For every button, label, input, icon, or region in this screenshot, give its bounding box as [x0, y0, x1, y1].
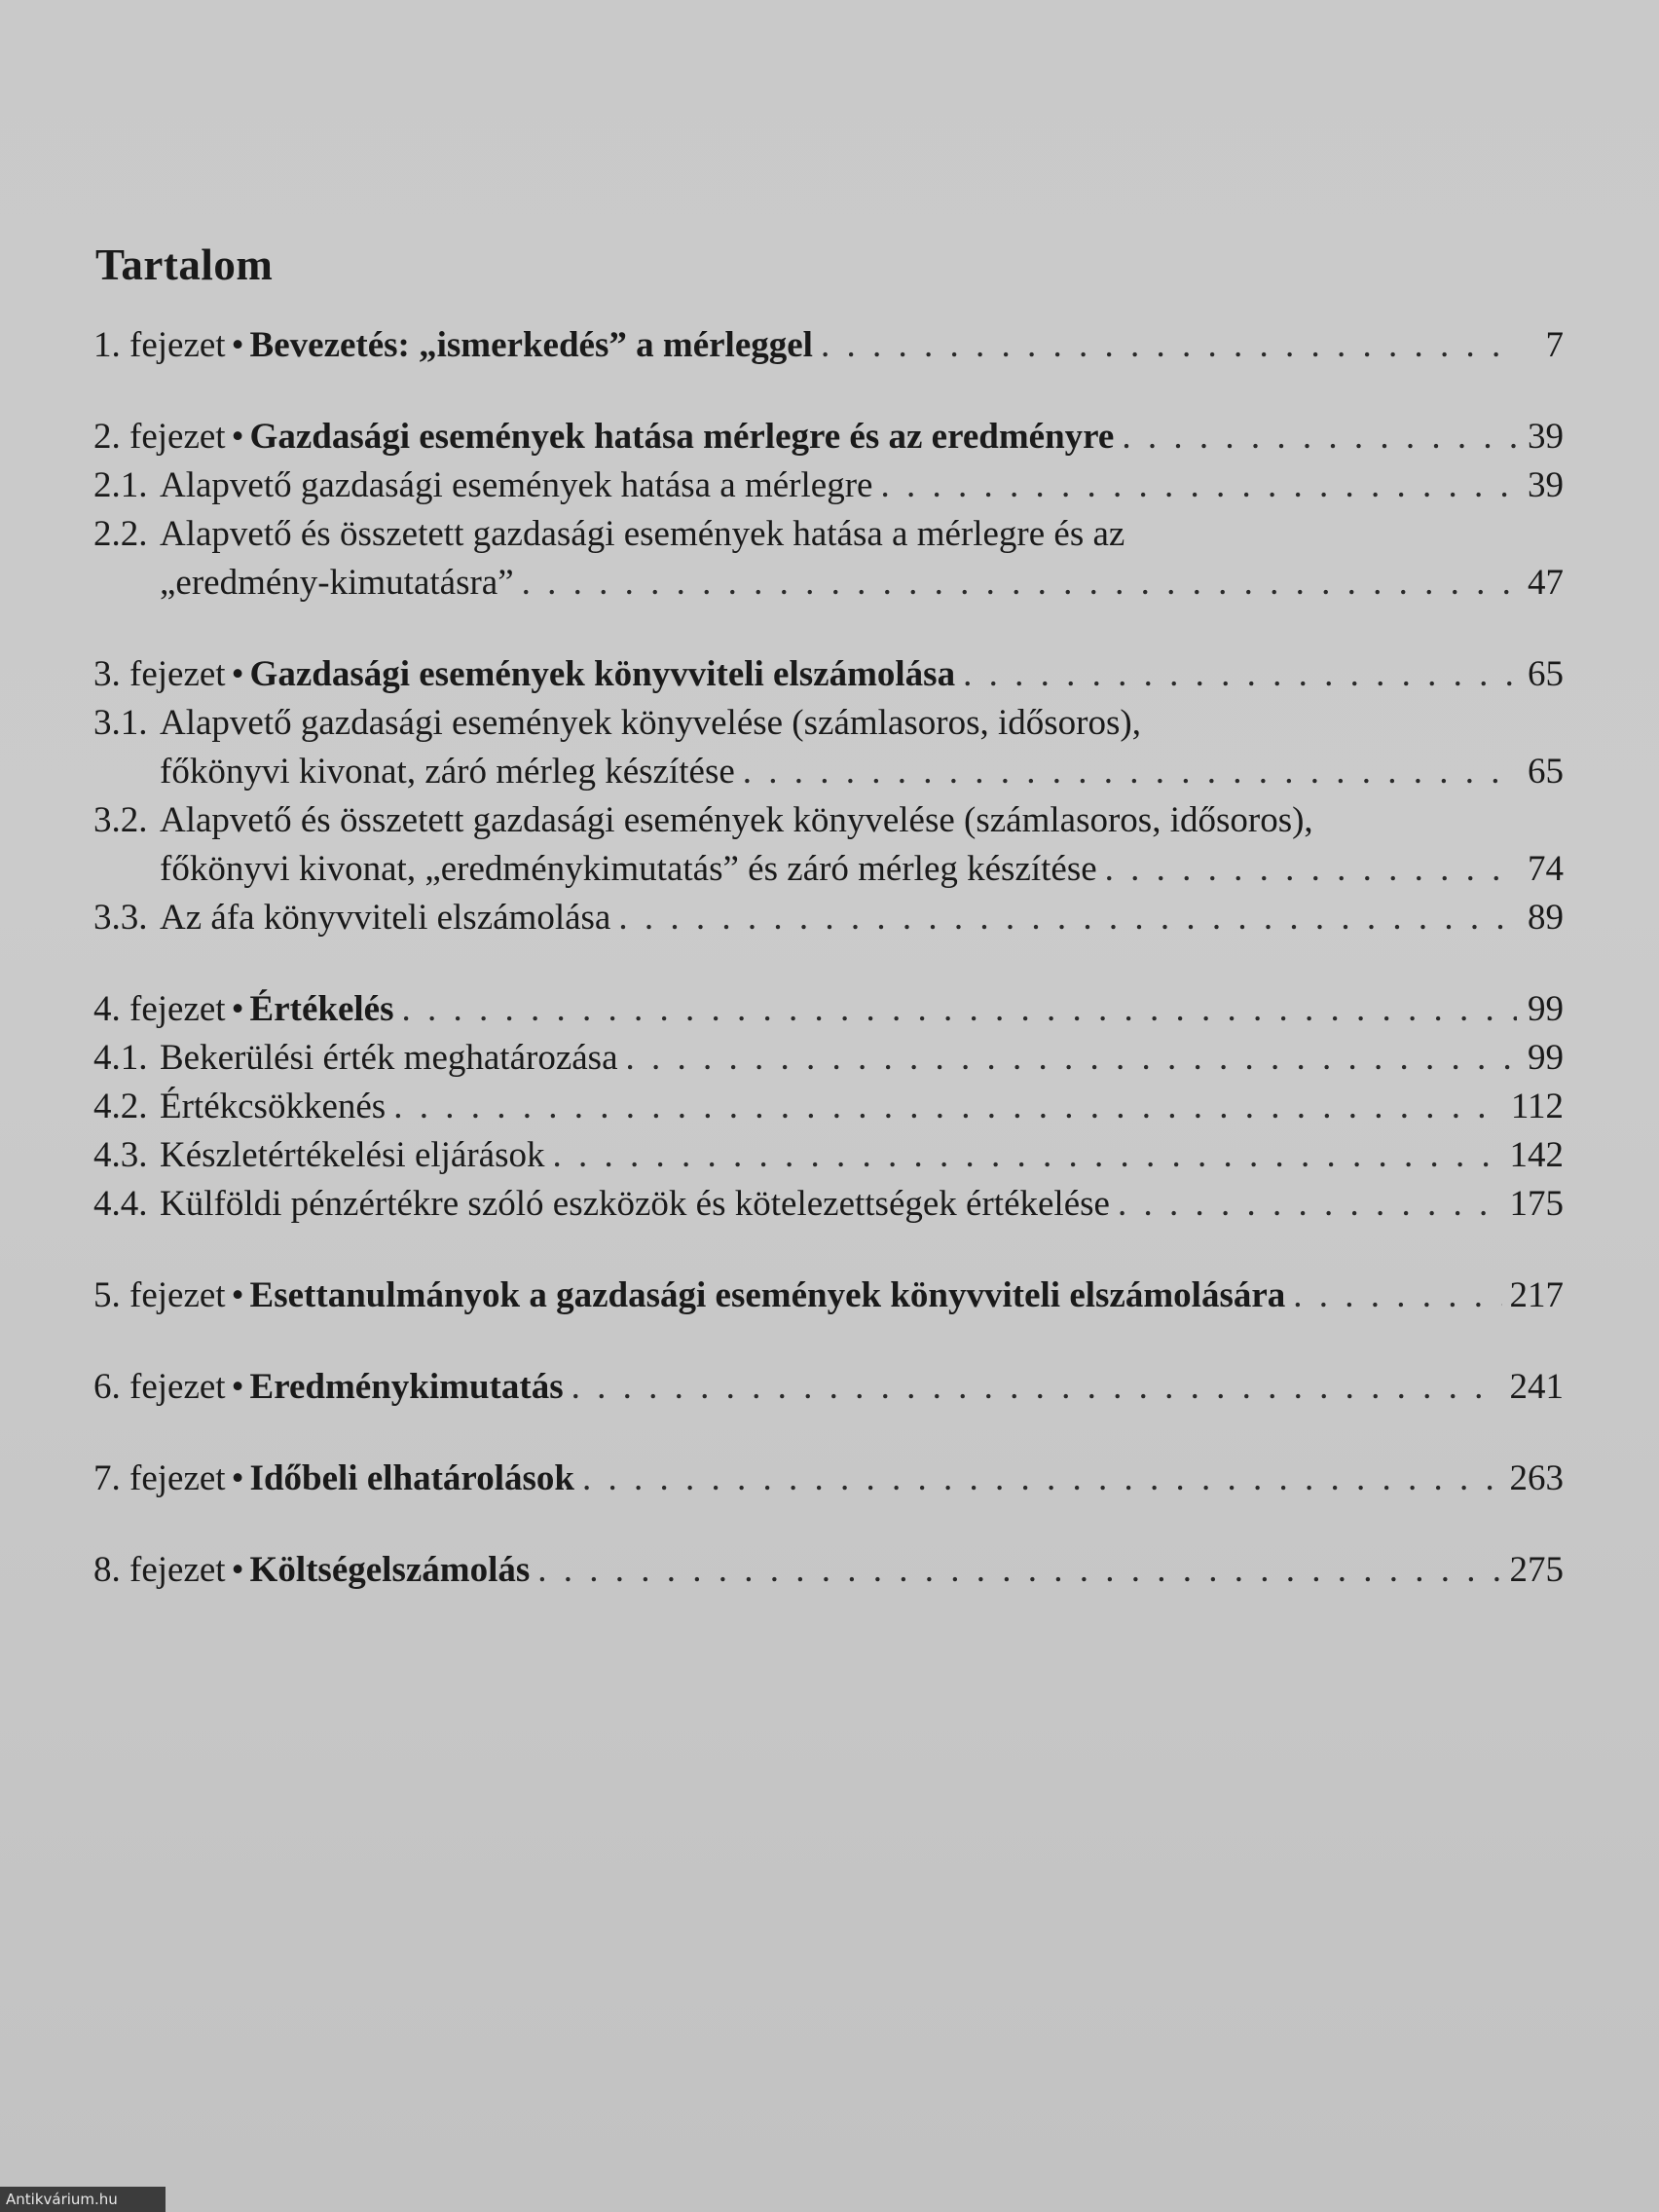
page-number: 99 [1528, 1038, 1564, 1078]
page-number: 217 [1509, 1275, 1564, 1315]
section-line [93, 461, 1564, 510]
chapter-number: 4. fejezet [93, 989, 226, 1029]
chapter-number: 5. fejezet [93, 1275, 226, 1315]
chapter-group [93, 985, 1564, 1229]
section-text: Készletértékelési eljárások [160, 1135, 545, 1175]
dot-leader [1122, 413, 1517, 461]
chapter-title [93, 321, 813, 370]
dot-leader [582, 1455, 1502, 1503]
chapter-line [93, 321, 1564, 370]
section-text: főkönyvi kivonat, záró mérleg készítése [160, 752, 735, 792]
chapter-group [93, 321, 1564, 370]
section-number: 3.3. [93, 898, 148, 938]
section-title [93, 1083, 386, 1131]
section-line [93, 748, 1564, 796]
section-title [93, 1131, 545, 1180]
chapter-group [93, 1272, 1564, 1320]
dot-leader [537, 1546, 1501, 1595]
page-number: 89 [1528, 898, 1564, 938]
chapter-line [93, 1455, 1564, 1503]
bullet-icon: • [231, 1367, 244, 1407]
section-title [93, 796, 1313, 845]
chapter-number: 6. fejezet [93, 1367, 226, 1407]
chapter-title [93, 1363, 564, 1412]
dot-leader [1118, 1180, 1502, 1229]
chapter-heading: Bevezetés: „ismerkedés” a mérleggel [249, 325, 813, 365]
chapter-number: 7. fejezet [93, 1458, 226, 1498]
bullet-icon: • [231, 654, 244, 694]
section-title [93, 748, 735, 796]
section-number: 2.1. [93, 465, 148, 505]
section-line [93, 699, 1564, 748]
chapter-line [93, 985, 1564, 1034]
section-line [93, 1034, 1564, 1083]
chapter-heading: Gazdasági események könyvviteli elszámolása [249, 654, 956, 694]
bullet-icon: • [231, 1550, 244, 1590]
section-number: 4.2. [93, 1087, 148, 1126]
chapter-number: 3. fejezet [93, 654, 226, 694]
chapter-title [93, 985, 394, 1034]
chapter-line [93, 413, 1564, 461]
section-text: Külföldi pénzértékre szóló eszközök és kötelezettségek értékelése [160, 1184, 1110, 1224]
section-number: 4.1. [93, 1038, 148, 1078]
section-text: „eredmény-kimutatásra” [160, 563, 514, 603]
dot-leader [393, 1083, 1503, 1131]
section-number: 3.2. [93, 800, 148, 840]
dot-leader [402, 985, 1518, 1034]
chapter-group [93, 650, 1564, 942]
chapter-heading: Gazdasági események hatása mérlegre és az eredményre [249, 417, 1115, 457]
dot-leader [743, 748, 1517, 796]
section-line [93, 796, 1564, 845]
section-line [93, 894, 1564, 942]
section-title [93, 894, 610, 942]
section-text: Bekerülési érték meghatározása [160, 1038, 618, 1078]
bullet-icon: • [231, 989, 244, 1029]
section-number: 3.1. [93, 703, 148, 743]
page-number: 7 [1545, 325, 1564, 365]
section-line [93, 559, 1564, 608]
page-number: 241 [1509, 1367, 1564, 1407]
chapter-title [93, 413, 1114, 461]
dot-leader [963, 650, 1517, 699]
dot-leader [571, 1363, 1502, 1412]
table-of-contents [93, 321, 1564, 1638]
chapter-line [93, 1363, 1564, 1412]
chapter-number: 8. fejezet [93, 1550, 226, 1590]
section-text: Alapvető és összetett gazdasági események hatása a mérlegre és az [160, 514, 1125, 554]
chapter-number: 2. fejezet [93, 417, 226, 457]
page-number: 74 [1528, 849, 1564, 889]
chapter-heading: Időbeli elhatárolások [249, 1458, 574, 1498]
section-number: 4.4. [93, 1184, 148, 1224]
chapter-group [93, 1455, 1564, 1503]
dot-leader [821, 321, 1517, 370]
chapter-heading: Költségelszámolás [249, 1550, 531, 1590]
chapter-heading: Esettanulmányok a gazdasági események könyvviteli elszámolására [249, 1275, 1286, 1315]
section-line [93, 845, 1564, 894]
section-title [93, 845, 1097, 894]
chapter-line [93, 1546, 1564, 1595]
section-line [93, 510, 1564, 559]
page-number: 112 [1510, 1087, 1564, 1126]
dot-leader [553, 1131, 1502, 1180]
page-number: 39 [1528, 465, 1564, 505]
section-title [93, 559, 514, 608]
page-number: 175 [1509, 1184, 1564, 1224]
dot-leader [522, 559, 1517, 608]
dot-leader [626, 1034, 1518, 1083]
bullet-icon: • [231, 417, 244, 457]
chapter-title [93, 1455, 574, 1503]
chapter-group [93, 413, 1564, 608]
chapter-title [93, 1546, 530, 1595]
chapter-number: 1. fejezet [93, 325, 226, 365]
section-number: 4.3. [93, 1135, 148, 1175]
section-text: Értékcsökkenés [160, 1087, 387, 1126]
chapter-title [93, 650, 955, 699]
section-title [93, 1034, 618, 1083]
section-text: főkönyvi kivonat, „eredménykimutatás” és záró mérleg készítése [160, 849, 1097, 889]
page-number: 263 [1509, 1458, 1564, 1498]
section-text: Az áfa könyvviteli elszámolása [160, 898, 611, 938]
section-line [93, 1180, 1564, 1229]
section-title [93, 699, 1141, 748]
page-number: 275 [1509, 1550, 1564, 1590]
chapter-group [93, 1546, 1564, 1595]
chapter-heading: Értékelés [249, 989, 394, 1029]
chapter-group [93, 1363, 1564, 1412]
section-line [93, 1131, 1564, 1180]
section-text: Alapvető és összetett gazdasági események könyvelése (számlasoros, idősoros), [160, 800, 1313, 840]
section-title [93, 1180, 1110, 1229]
dot-leader [1105, 845, 1517, 894]
page-title: Tartalom [95, 240, 274, 289]
section-line [93, 1083, 1564, 1131]
page-number: 39 [1528, 417, 1564, 457]
bullet-icon: • [231, 1275, 244, 1315]
bullet-icon: • [231, 325, 244, 365]
chapter-line [93, 650, 1564, 699]
page-number: 142 [1509, 1135, 1564, 1175]
section-title [93, 461, 872, 510]
page-number: 99 [1528, 989, 1564, 1029]
chapter-heading: Eredménykimutatás [249, 1367, 564, 1407]
section-title [93, 510, 1124, 559]
dot-leader [1293, 1272, 1501, 1320]
section-text: Alapvető gazdasági események hatása a mérlegre [160, 465, 873, 505]
chapter-title [93, 1272, 1285, 1320]
section-number: 2.2. [93, 514, 148, 554]
watermark: Antikvárium.hu [0, 2187, 166, 2212]
dot-leader [880, 461, 1517, 510]
page-number: 47 [1528, 563, 1564, 603]
page-number: 65 [1528, 752, 1564, 792]
section-text: Alapvető gazdasági események könyvelése (számlasoros, idősoros), [160, 703, 1141, 743]
chapter-line [93, 1272, 1564, 1320]
dot-leader [618, 894, 1517, 942]
bullet-icon: • [231, 1458, 244, 1498]
page-number: 65 [1528, 654, 1564, 694]
